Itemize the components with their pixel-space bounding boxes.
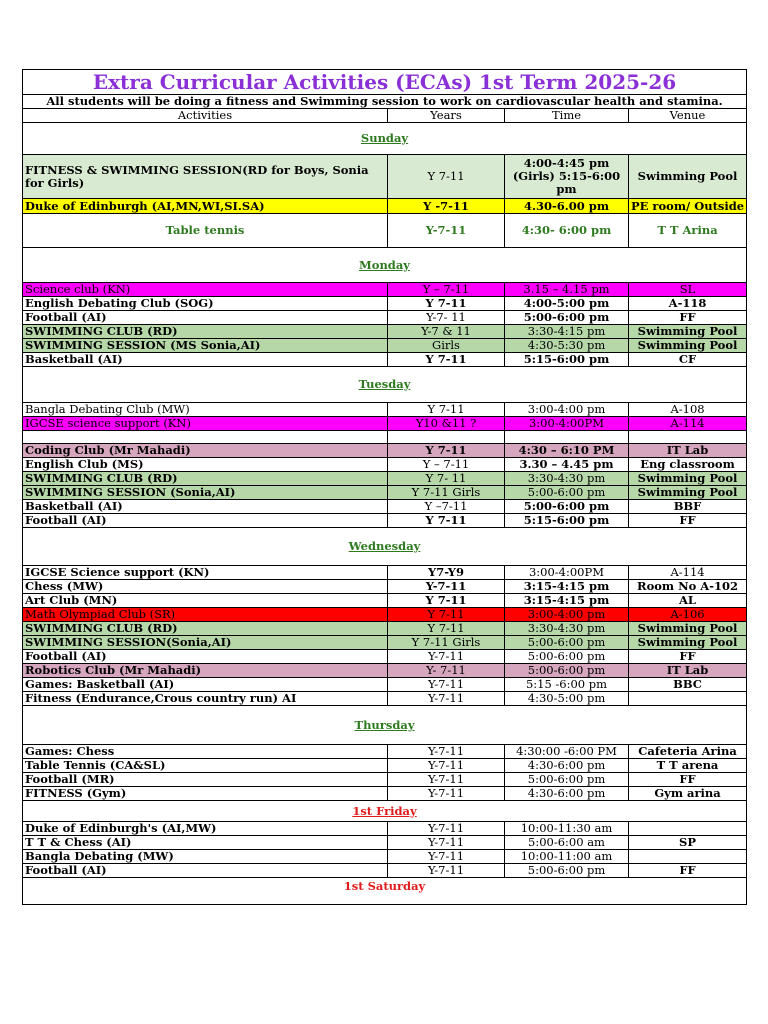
activity-cell: Robotics Club (Mr Mahadi) (23, 664, 388, 678)
table-row (23, 472, 747, 486)
years-cell: Y 7-11 (388, 444, 505, 458)
venue-cell: Cafeteria Arina (629, 745, 747, 759)
header-row (23, 109, 747, 123)
time-cell: 4.30-6.00 pm (505, 199, 629, 214)
table-row (23, 403, 747, 417)
day-heading-monday: Monday (23, 248, 747, 283)
table-row (23, 214, 747, 248)
activity-cell: Football (AI) (23, 514, 388, 528)
activity-cell: Basketball (AI) (23, 500, 388, 514)
day-heading-saturday: 1st Saturday (23, 878, 747, 905)
years-cell: Y-7- 11 (388, 311, 505, 325)
schedule-table (22, 69, 747, 905)
years-cell: Y-7 & 11 (388, 325, 505, 339)
table-row (23, 692, 747, 706)
venue-cell: BBF (629, 500, 747, 514)
table-row (23, 458, 747, 472)
activity-cell: Bangla Debating (MW) (23, 850, 388, 864)
header-activities: Activities (23, 109, 388, 123)
activity-cell: IGCSE science support (KN) (23, 417, 388, 431)
venue-cell: A-114 (629, 566, 747, 580)
eca-schedule (22, 69, 746, 905)
activity-cell: SWIMMING CLUB (RD) (23, 325, 388, 339)
time-cell: 5:15-6:00 pm (505, 353, 629, 367)
table-row (23, 486, 747, 500)
venue-cell: FF (629, 514, 747, 528)
years-cell: Y-7-11 (388, 850, 505, 864)
day-heading-friday: 1st Friday (23, 801, 747, 822)
years-cell: Y 7-11 (388, 155, 505, 199)
time-cell: 5:00-6:00 pm (505, 486, 629, 500)
years-cell: Y 7-11 (388, 514, 505, 528)
years-cell: Y – 7-11 (388, 283, 505, 297)
time-cell: 4:00-5:00 pm (505, 297, 629, 311)
time-cell: 4:30 – 6:10 PM (505, 444, 629, 458)
table-row (23, 500, 747, 514)
table-row (23, 745, 747, 759)
activity-cell: Football (AI) (23, 864, 388, 878)
activity-cell: FITNESS & SWIMMING SESSION(RD for Boys, Sonia for Girls) (23, 155, 388, 199)
page-title: Extra Curricular Activities (ECAs) 1st Term 2025-26 (23, 70, 747, 95)
table-row (23, 155, 747, 199)
venue-cell: AL (629, 594, 747, 608)
time-cell: 5:00-6:00 pm (505, 311, 629, 325)
table-row (23, 622, 747, 636)
time-cell: 5:00-6:00 pm (505, 773, 629, 787)
venue-cell (629, 850, 747, 864)
years-cell: Y-7-11 (388, 650, 505, 664)
activity-cell: Art Club (MN) (23, 594, 388, 608)
venue-cell: Swimming Pool (629, 325, 747, 339)
venue-cell: IT Lab (629, 664, 747, 678)
venue-cell: Swimming Pool (629, 622, 747, 636)
venue-cell: FF (629, 773, 747, 787)
time-cell: 4:30-6:00 pm (505, 787, 629, 801)
time-cell: 3:00-4:00 pm (505, 608, 629, 622)
table-row (23, 353, 747, 367)
years-cell: Y- 7-11 (388, 664, 505, 678)
activity-cell: Games: Chess (23, 745, 388, 759)
time-cell: 3:00-4:00 pm (505, 403, 629, 417)
activity-cell: Science club (KN) (23, 283, 388, 297)
subtitle: All students will be doing a fitness and Swimming session to work on cardiovascular health and stamina. (23, 95, 747, 109)
table-row (23, 787, 747, 801)
time-cell: 3:15-4:15 pm (505, 580, 629, 594)
time-cell: 4:30:00 -6:00 PM (505, 745, 629, 759)
venue-cell: T T arena (629, 759, 747, 773)
time-cell: 4:30- 6:00 pm (505, 214, 629, 248)
table-row-empty (23, 431, 747, 444)
time-cell: 3:15-4:15 pm (505, 594, 629, 608)
header-venue: Venue (629, 109, 747, 123)
venue-cell: IT Lab (629, 444, 747, 458)
activity-cell: English Debating Club (SOG) (23, 297, 388, 311)
years-cell: Y-7-11 (388, 787, 505, 801)
time-cell: 3:00-4:00PM (505, 566, 629, 580)
table-row (23, 297, 747, 311)
years-cell: Y7-Y9 (388, 566, 505, 580)
day-heading-sunday: Sunday (23, 123, 747, 155)
table-row (23, 444, 747, 458)
venue-cell: SL (629, 283, 747, 297)
activity-cell: Table tennis (23, 214, 388, 248)
venue-cell: Eng classroom (629, 458, 747, 472)
venue-cell: FF (629, 864, 747, 878)
years-cell: Y 7-11 Girls (388, 486, 505, 500)
venue-cell: FF (629, 650, 747, 664)
venue-cell: Room No A-102 (629, 580, 747, 594)
years-cell: Y-7-11 (388, 759, 505, 773)
day-heading-wednesday: Wednesday (23, 528, 747, 566)
activity-cell: Duke of Edinburgh's (AI,MW) (23, 822, 388, 836)
time-cell: 4:30-5:00 pm (505, 692, 629, 706)
table-row (23, 608, 747, 622)
years-cell: Y-7-11 (388, 836, 505, 850)
table-row (23, 325, 747, 339)
years-cell: Y -7-11 (388, 199, 505, 214)
venue-cell: CF (629, 353, 747, 367)
time-cell: 5:00-6:00 pm (505, 650, 629, 664)
time-cell: 3:00-4:00PM (505, 417, 629, 431)
time-cell: 5:00-6:00 pm (505, 864, 629, 878)
years-cell: Y-7-11 (388, 745, 505, 759)
time-cell: 4:30-5:30 pm (505, 339, 629, 353)
activity-cell: Basketball (AI) (23, 353, 388, 367)
time-cell: 10:00-11:00 am (505, 850, 629, 864)
venue-cell: Swimming Pool (629, 636, 747, 650)
venue-cell: A-118 (629, 297, 747, 311)
venue-cell: A-108 (629, 403, 747, 417)
activity-cell: Bangla Debating Club (MW) (23, 403, 388, 417)
header-years: Years (388, 109, 505, 123)
activity-cell: Football (MR) (23, 773, 388, 787)
venue-cell (629, 692, 747, 706)
table-row (23, 566, 747, 580)
activity-cell: SWIMMING SESSION (Sonia,AI) (23, 486, 388, 500)
activity-cell: SWIMMING SESSION(Sonia,AI) (23, 636, 388, 650)
table-row (23, 759, 747, 773)
time-cell: 3:30-4:30 pm (505, 472, 629, 486)
day-heading-thursday: Thursday (23, 706, 747, 745)
activity-cell: FITNESS (Gym) (23, 787, 388, 801)
table-row (23, 773, 747, 787)
venue-cell: Swimming Pool (629, 486, 747, 500)
venue-cell: Swimming Pool (629, 472, 747, 486)
activity-cell: T T & Chess (AI) (23, 836, 388, 850)
activity-cell: English Club (MS) (23, 458, 388, 472)
venue-cell: SP (629, 836, 747, 850)
years-cell: Y-7-11 (388, 864, 505, 878)
activity-cell: Games: Basketball (AI) (23, 678, 388, 692)
time-cell: 5:00-6:00 pm (505, 664, 629, 678)
years-cell: Y-7-11 (388, 773, 505, 787)
years-cell: Y 7-11 Girls (388, 636, 505, 650)
time-cell: 4:30-6:00 pm (505, 759, 629, 773)
day-heading-tuesday: Tuesday (23, 367, 747, 403)
years-cell: Y-7-11 (388, 692, 505, 706)
table-row (23, 650, 747, 664)
venue-cell: A-106 (629, 608, 747, 622)
years-cell: Y 7-11 (388, 622, 505, 636)
years-cell: Y – 7-11 (388, 458, 505, 472)
table-row (23, 580, 747, 594)
years-cell: Y-7-11 (388, 214, 505, 248)
years-cell: Y 7- 11 (388, 472, 505, 486)
venue-cell: A-114 (629, 417, 747, 431)
table-row (23, 664, 747, 678)
table-row (23, 417, 747, 431)
time-cell: 5:15 -6:00 pm (505, 678, 629, 692)
time-cell: 3.15 – 4.15 pm (505, 283, 629, 297)
time-cell: 3:30-4:30 pm (505, 622, 629, 636)
years-cell: Y-7-11 (388, 822, 505, 836)
table-row (23, 283, 747, 297)
activity-cell: SWIMMING CLUB (RD) (23, 622, 388, 636)
activity-cell: Chess (MW) (23, 580, 388, 594)
activity-cell: Duke of Edinburgh (AI,MN,WI,SI.SA) (23, 199, 388, 214)
time-cell: 5:00-6:00 pm (505, 500, 629, 514)
venue-cell: Swimming Pool (629, 155, 747, 199)
venue-cell: T T Arina (629, 214, 747, 248)
time-cell: 5:00-6:00 am (505, 836, 629, 850)
activity-cell: Math Olympiad Club (SR) (23, 608, 388, 622)
activity-cell: Table Tennis (CA&SL) (23, 759, 388, 773)
time-cell: 5:00-6:00 pm (505, 636, 629, 650)
activity-cell: IGCSE Science support (KN) (23, 566, 388, 580)
time-cell: 3:30-4:15 pm (505, 325, 629, 339)
years-cell: Y 7-11 (388, 403, 505, 417)
table-row (23, 636, 747, 650)
activity-cell: Football (AI) (23, 650, 388, 664)
time-cell: 3.30 – 4.45 pm (505, 458, 629, 472)
years-cell: Y10 &11 ? (388, 417, 505, 431)
time-cell: 5:15-6:00 pm (505, 514, 629, 528)
venue-cell (629, 822, 747, 836)
table-row (23, 864, 747, 878)
table-row (23, 199, 747, 214)
venue-cell: Swimming Pool (629, 339, 747, 353)
years-cell: Y 7-11 (388, 353, 505, 367)
years-cell: Y-7-11 (388, 580, 505, 594)
years-cell: Y 7-11 (388, 594, 505, 608)
years-cell: Y 7-11 (388, 608, 505, 622)
time-cell: 4:00-4:45 pm (Girls) 5:15-6:00 pm (505, 155, 629, 199)
table-row (23, 594, 747, 608)
years-cell: Y –7-11 (388, 500, 505, 514)
header-time: Time (505, 109, 629, 123)
years-cell: Y 7-11 (388, 297, 505, 311)
table-row (23, 678, 747, 692)
activity-cell: SWIMMING CLUB (RD) (23, 472, 388, 486)
table-row (23, 514, 747, 528)
years-cell: Y-7-11 (388, 678, 505, 692)
venue-cell: FF (629, 311, 747, 325)
activity-cell: Fitness (Endurance,Crous country run) AI (23, 692, 388, 706)
table-row (23, 836, 747, 850)
table-row (23, 311, 747, 325)
venue-cell: PE room/ Outside (629, 199, 747, 214)
table-row (23, 339, 747, 353)
activity-cell: Football (AI) (23, 311, 388, 325)
venue-cell: Gym arina (629, 787, 747, 801)
table-row (23, 822, 747, 836)
table-row (23, 850, 747, 864)
activity-cell: SWIMMING SESSION (MS Sonia,AI) (23, 339, 388, 353)
venue-cell: BBC (629, 678, 747, 692)
time-cell: 10:00-11:30 am (505, 822, 629, 836)
years-cell: Girls (388, 339, 505, 353)
activity-cell: Coding Club (Mr Mahadi) (23, 444, 388, 458)
